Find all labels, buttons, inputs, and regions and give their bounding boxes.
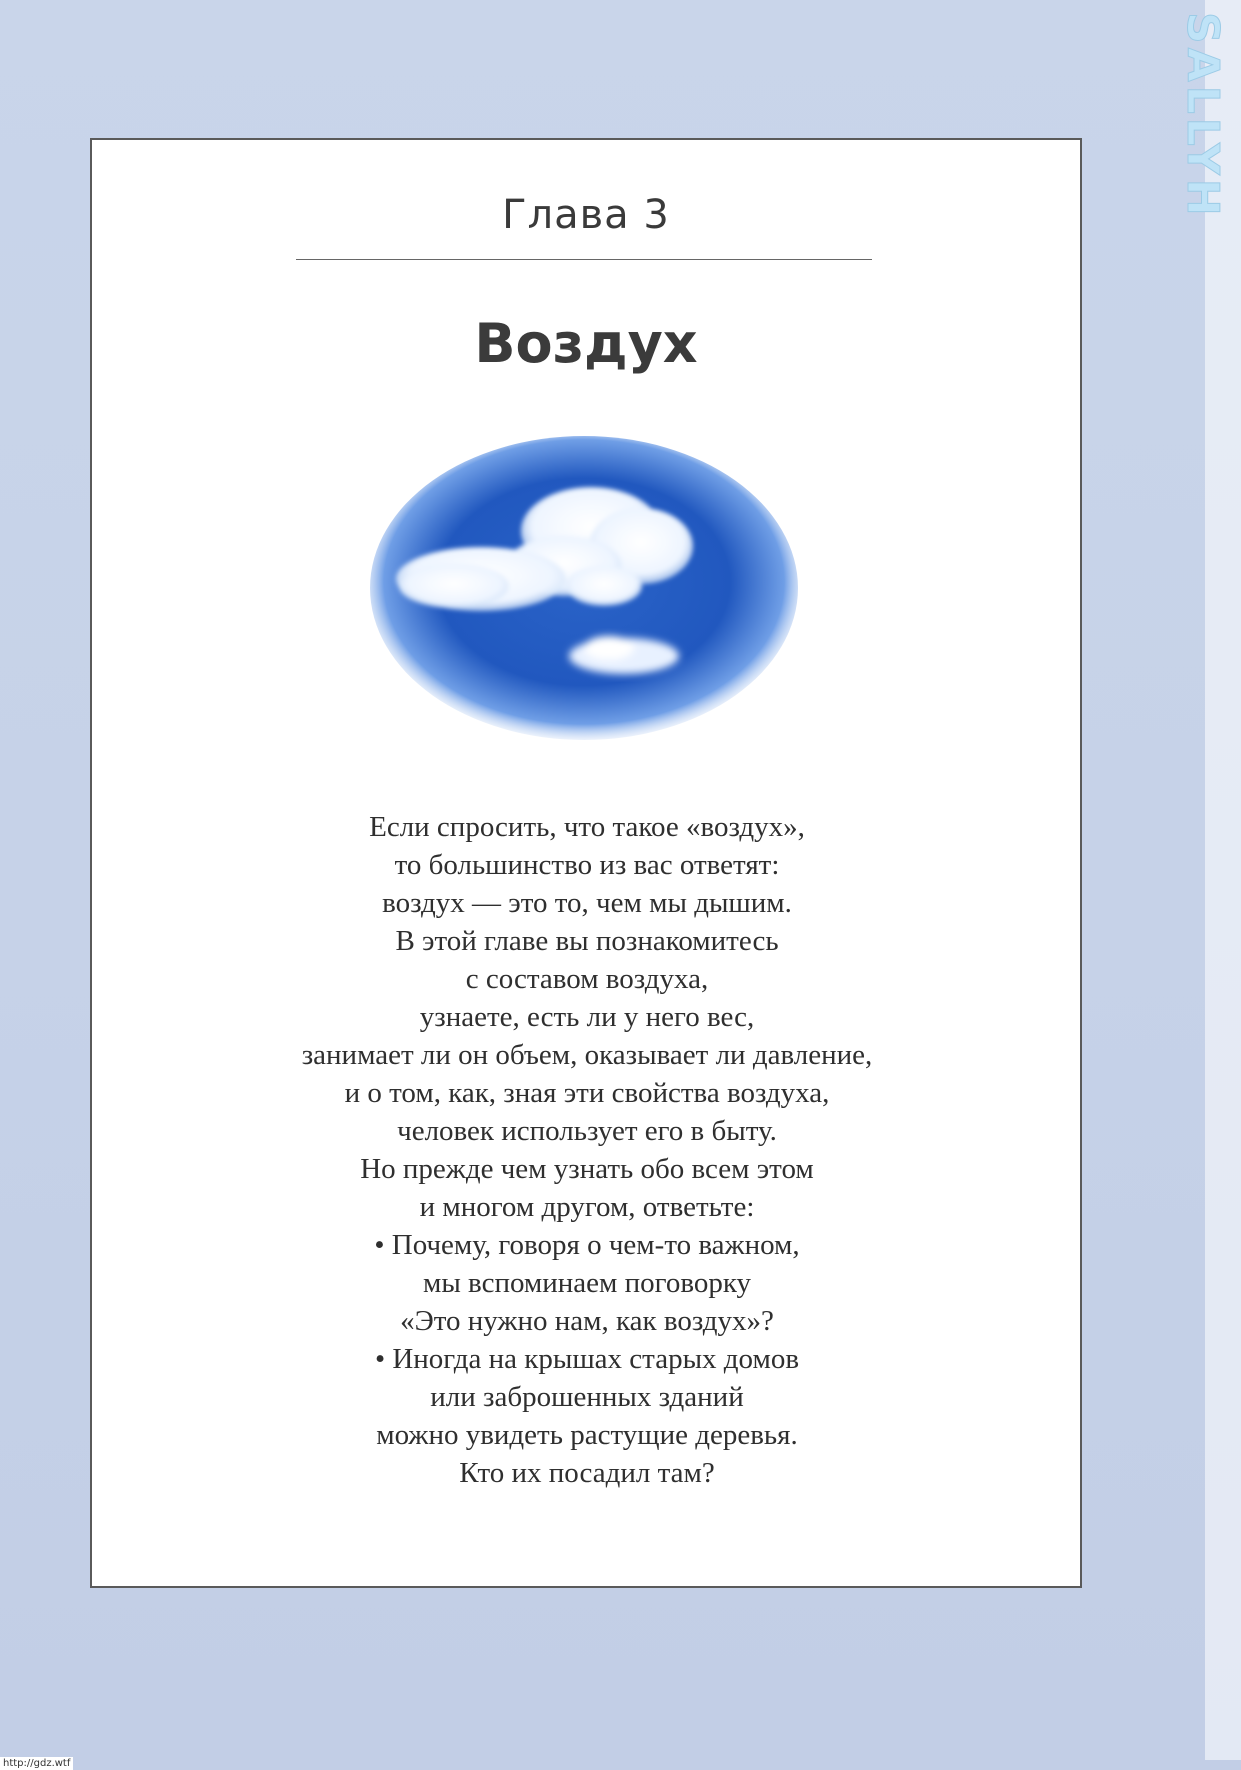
intro-line: с составом воздуха, — [465, 963, 709, 995]
question-line: мы вспоминаем поговорку — [422, 1267, 752, 1299]
footer-url[interactable]: http://gdz.wtf — [0, 1757, 73, 1770]
intro-line: занимает ли он объем, оказывает ли давление, — [301, 1039, 873, 1071]
intro-line: Но прежде чем узнать обо всем этом — [360, 1153, 814, 1185]
intro-line: человек использует его в быту. — [397, 1115, 777, 1147]
page-edge-strip — [1205, 0, 1241, 1760]
cloud-sky-image — [369, 436, 799, 746]
question-line: • Почему, говоря о чем-то важном, — [374, 1229, 800, 1261]
vertical-logo: SALLYH — [1177, 12, 1228, 220]
question-line: «Это нужно нам, как воздух»? — [400, 1305, 774, 1337]
intro-line: то большинство из вас ответят: — [394, 849, 780, 881]
intro-line: Если спросить, что такое «воздух», — [369, 811, 805, 843]
chapter-label: Глава 3 — [502, 192, 670, 238]
intro-line: В этой главе вы познакомитесь — [395, 925, 779, 957]
intro-line: и о том, как, зная эти свойства воздуха, — [344, 1077, 830, 1109]
question-line: или заброшенных зданий — [430, 1381, 744, 1413]
question-line: Кто их посадил там? — [459, 1457, 715, 1489]
intro-line: и многом другом, ответьте: — [419, 1191, 755, 1223]
question-line: можно увидеть растущие деревья. — [376, 1419, 798, 1451]
question-line: • Иногда на крышах старых домов — [374, 1343, 800, 1375]
intro-line: воздух — это то, чем мы дышим. — [382, 887, 792, 919]
chapter-card — [90, 138, 1082, 1588]
intro-text — [112, 808, 1062, 1492]
chapter-title: Воздух — [474, 312, 698, 375]
chapter-divider — [296, 259, 872, 260]
intro-line: узнаете, есть ли у него вес, — [419, 1001, 755, 1033]
